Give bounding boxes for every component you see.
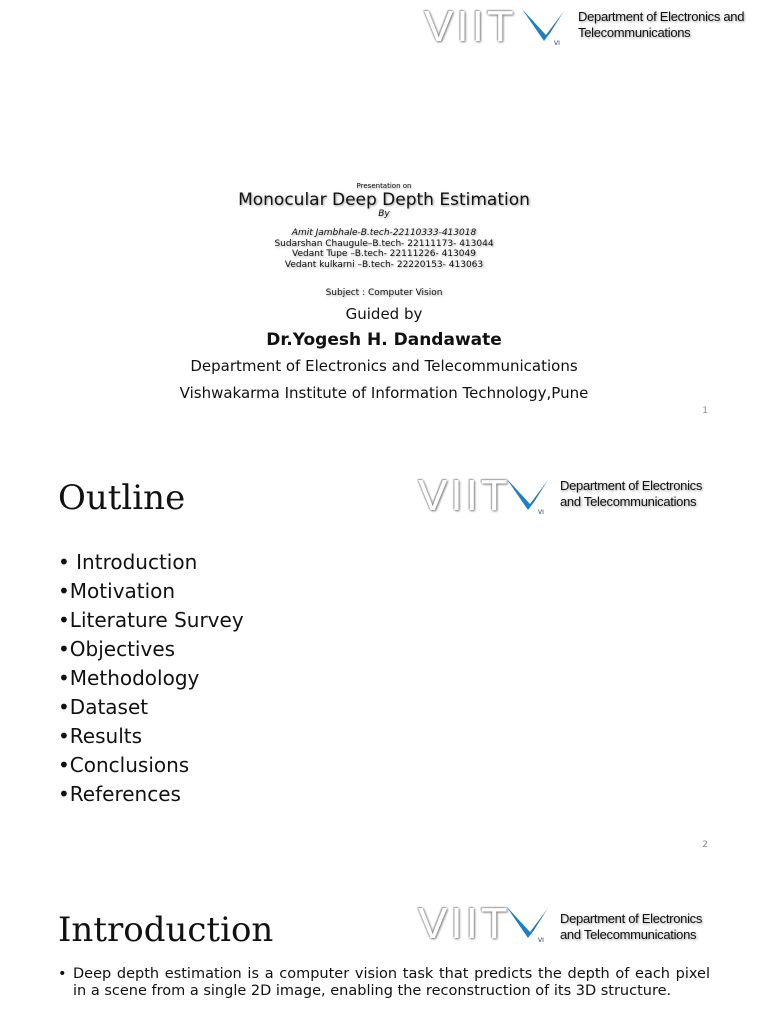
department-header: Department of Electronics and Telecommunications [560, 478, 703, 509]
author-line: Vedant kulkarni –B.tech- 22220153- 413063 [284, 259, 484, 270]
institute-name: Vishwakarma Institute of Information Technology,Pune [179, 384, 589, 402]
list-item: •Results [58, 724, 143, 748]
author-line: Sudarshan Chaugule–B.tech- 22111173- 413044 [274, 238, 494, 249]
slide-title: Introduction [58, 910, 274, 950]
intro-bullet-list [58, 966, 710, 1000]
author-line: Vedant Tupe –B.tech- 22111226- 413049 [292, 249, 476, 259]
logo-swoosh-icon [504, 474, 554, 518]
presentation-on-label: Presentation on [356, 182, 412, 190]
logo-swoosh-icon [520, 5, 570, 49]
list-item: •References [58, 782, 181, 806]
guide-name: Dr.Yogesh H. Dandawate [266, 330, 502, 350]
list-item: •Conclusions [58, 753, 190, 777]
subject-label: Subject : Computer Vision [325, 288, 443, 298]
list-item: •Dataset [58, 695, 149, 719]
slide-1 [0, 0, 768, 434]
viit-logo [418, 899, 563, 948]
list-item: • Deep depth estimation is a computer vision task that predicts the depth of each pixel in a scene from a single 2D image, enabling the reconstruction of its 3D structure. [58, 966, 710, 1000]
list-item: •Methodology [58, 666, 200, 690]
list-item: •Motivation [58, 579, 176, 603]
slide-number: 1 [702, 406, 708, 416]
department-header: Department of Electronics and Telecommunications [560, 911, 703, 942]
presentation-title: Monocular Deep Depth Estimation [238, 190, 530, 210]
slide-2 [0, 434, 768, 868]
svg-text:VI: VI [538, 509, 544, 516]
viit-logo [418, 471, 563, 520]
slide-number: 2 [702, 840, 708, 850]
logo-text: VIIT [418, 471, 511, 520]
svg-text:VI: VI [538, 937, 544, 944]
logo-swoosh-icon [504, 902, 554, 946]
list-item: •Literature Survey [58, 608, 244, 632]
slide-title: Outline [58, 478, 186, 518]
viit-logo [424, 2, 569, 51]
list-item: •Objectives [58, 637, 176, 661]
slide-3 [0, 868, 768, 1024]
list-item: • Introduction [58, 550, 198, 574]
by-label: By [378, 209, 390, 219]
author-line: Amit Jambhale-B.tech-22110333-413018 [291, 228, 477, 238]
outline-list [58, 548, 244, 809]
department-header: Department of Electronics and Telecommunications [578, 9, 745, 40]
guided-by-label: Guided by [345, 305, 423, 323]
logo-text: VIIT [418, 899, 511, 948]
department-name: Department of Electronics and Telecommunications [190, 357, 578, 375]
svg-text:VI: VI [554, 40, 560, 47]
logo-text: VIIT [424, 2, 517, 51]
author-list [0, 228, 768, 270]
